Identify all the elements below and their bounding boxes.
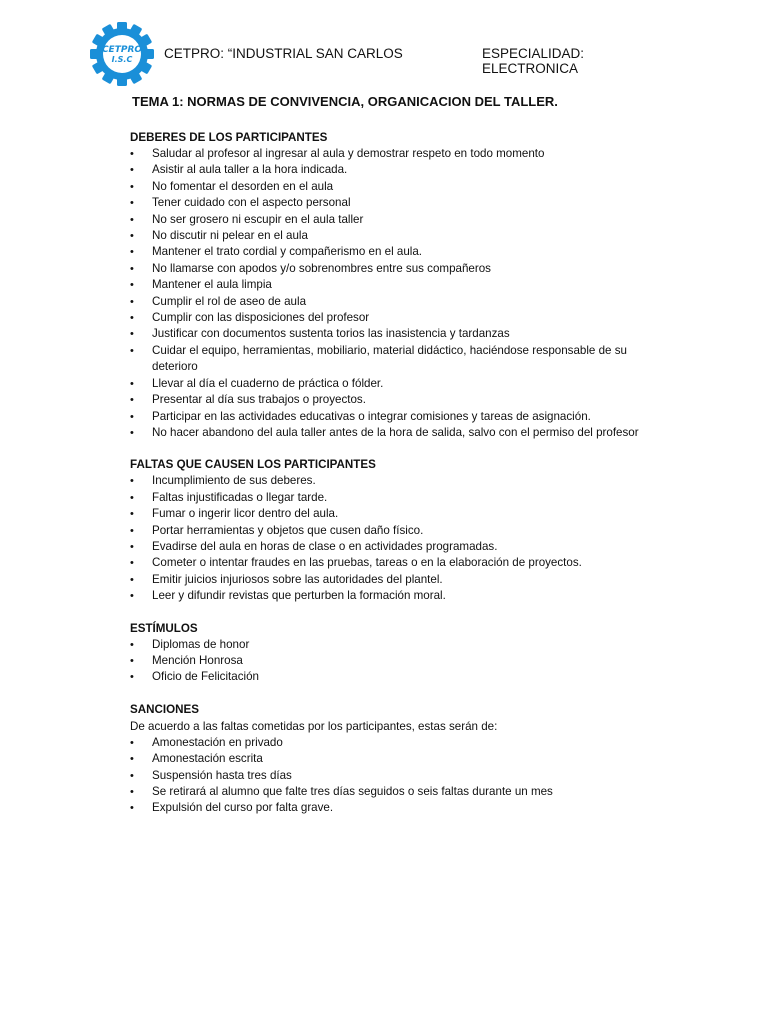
list-item-text: Diplomas de honor xyxy=(152,637,250,651)
list-item-text: Mención Honrosa xyxy=(152,653,243,667)
list-item xyxy=(130,162,670,178)
document-body xyxy=(130,129,670,817)
list-item xyxy=(130,572,670,588)
bullet-icon: • xyxy=(130,164,134,177)
list-item xyxy=(130,800,670,816)
specialty-label: ESPECIALIDAD: ELECTRONICA xyxy=(482,46,585,76)
list-item-text: Presentar al día sus trabajos o proyectos. xyxy=(152,393,366,407)
bullet-icon: • xyxy=(130,590,134,603)
section-title-deberes: DEBERES DE LOS PARTICIPANTES xyxy=(130,131,328,144)
list-item-text: Evadirse del aula en horas de clase o en actividades programadas. xyxy=(152,539,498,553)
deberes-list xyxy=(130,146,670,441)
list-item xyxy=(130,228,670,244)
bullet-icon: • xyxy=(130,180,134,193)
bullet-icon: • xyxy=(130,344,134,357)
list-item xyxy=(130,768,670,784)
list-item-text: Llevar al día el cuaderno de práctica o fólder. xyxy=(152,376,384,390)
list-item xyxy=(130,588,670,604)
list-item-text: No discutir ni pelear en el aula xyxy=(152,229,308,243)
faltas-list xyxy=(130,473,670,604)
bullet-icon: • xyxy=(130,262,134,275)
list-item-text: No llamarse con apodos y/o sobrenombres entre sus compañeros xyxy=(152,261,491,275)
list-item-text: Amonestación escrita xyxy=(152,752,263,766)
list-item-text: Saludar al profesor al ingresar al aula y demostrar respeto en todo momento xyxy=(152,147,545,160)
section-title-sanciones: SANCIONES xyxy=(130,702,199,716)
list-item-text: Mantener el aula limpia xyxy=(152,278,272,292)
list-item-text: Se retirará al alumno que falte tres días seguidos o seis faltas durante un mes xyxy=(152,785,553,798)
bullet-icon: • xyxy=(130,654,134,667)
bullet-icon: • xyxy=(130,295,134,308)
bullet-icon: • xyxy=(130,508,134,521)
list-item-text: Cometer o intentar fraudes en las pruebas, tareas o en la elaboración de proyectos. xyxy=(152,556,582,570)
list-item xyxy=(130,506,670,522)
list-item-text: Mantener el trato cordial y compañerismo en el aula. xyxy=(152,245,423,259)
deberes-section xyxy=(130,129,670,441)
list-item-text: No hacer abandono del aula taller antes de la hora de salida, salvo con el permiso del profesor xyxy=(152,425,639,439)
bullet-icon: • xyxy=(130,148,134,160)
sanciones-intro: De acuerdo a las faltas cometidas por los participantes, estas serán de: xyxy=(130,719,498,733)
list-item-text: Emitir juicios injuriosos sobre las autoridades del plantel. xyxy=(152,572,443,586)
sanciones-section xyxy=(130,701,670,817)
list-item xyxy=(130,555,670,571)
section-title-faltas: FALTAS QUE CAUSEN LOS PARTICIPANTES xyxy=(130,458,376,472)
list-item xyxy=(130,669,670,685)
list-item xyxy=(130,212,670,228)
list-item xyxy=(130,261,670,277)
list-item xyxy=(130,376,670,392)
list-item-text: Cuidar el equipo, herramientas, mobiliario, material didáctico, haciéndose responsable de su deterioro xyxy=(152,343,627,374)
bullet-icon: • xyxy=(130,769,134,782)
list-item-text: Fumar o ingerir licor dentro del aula. xyxy=(152,507,339,521)
logo-text-line2: I.S.C xyxy=(111,55,133,64)
page-title: TEMA 1: NORMAS DE CONVIVENCIA, ORGANICACION DEL TALLER. xyxy=(132,94,558,109)
bullet-icon: • xyxy=(130,426,134,439)
faltas-section xyxy=(130,456,670,604)
bullet-icon: • xyxy=(130,540,134,553)
list-item xyxy=(130,473,670,489)
list-item-text: Justificar con documentos sustenta torios las inasistencia y tardanzas xyxy=(152,327,510,341)
list-item-text: No fomentar el desorden en el aula xyxy=(152,179,334,193)
list-item-text: Cumplir el rol de aseo de aula xyxy=(152,294,307,308)
list-item xyxy=(130,310,670,326)
bullet-icon: • xyxy=(130,410,134,423)
list-item xyxy=(130,179,670,195)
list-item xyxy=(130,392,670,408)
list-item xyxy=(130,751,670,767)
bullet-icon: • xyxy=(130,328,134,341)
bullet-icon: • xyxy=(130,753,134,766)
list-item xyxy=(130,735,670,751)
bullet-icon: • xyxy=(130,524,134,537)
bullet-icon: • xyxy=(130,671,134,684)
bullet-icon: • xyxy=(130,279,134,292)
bullet-icon: • xyxy=(130,475,134,488)
estimulos-list xyxy=(130,637,670,686)
bullet-icon: • xyxy=(130,786,134,798)
list-item xyxy=(130,277,670,293)
list-item-text: Amonestación en privado xyxy=(152,735,283,749)
cetpro-logo xyxy=(90,22,154,86)
list-item xyxy=(130,784,670,800)
bullet-icon: • xyxy=(130,394,134,407)
bullet-icon: • xyxy=(130,230,134,243)
estimulos-section xyxy=(130,620,670,686)
list-item-text: Incumplimiento de sus deberes. xyxy=(152,474,316,488)
institution-name: CETPRO: “INDUSTRIAL SAN CARLOS xyxy=(164,46,403,61)
list-item-text: Asistir al aula taller a la hora indicada. xyxy=(152,163,348,177)
list-item xyxy=(130,294,670,310)
list-item-text: Faltas injustificadas o llegar tarde. xyxy=(152,490,328,504)
bullet-icon: • xyxy=(130,736,134,749)
list-item-text: Portar herramientas y objetos que cusen daño físico. xyxy=(152,523,424,537)
list-item xyxy=(130,195,670,211)
list-item xyxy=(130,523,670,539)
bullet-icon: • xyxy=(130,573,134,586)
bullet-icon: • xyxy=(130,491,134,504)
list-item xyxy=(130,343,670,376)
bullet-icon: • xyxy=(130,638,134,651)
page-header xyxy=(90,22,670,86)
list-item-text: Participar en las actividades educativas o integrar comisiones y tareas de asignación. xyxy=(152,409,591,423)
list-item xyxy=(130,146,670,162)
list-item-text: Oficio de Felicitación xyxy=(152,670,259,684)
sanciones-list xyxy=(130,735,670,817)
bullet-icon: • xyxy=(130,557,134,570)
section-title-estimulos: ESTÍMULOS xyxy=(130,621,198,635)
list-item xyxy=(130,653,670,669)
list-item-text: No ser grosero ni escupir en el aula taller xyxy=(152,212,364,226)
list-item xyxy=(130,244,670,260)
list-item xyxy=(130,425,670,441)
list-item xyxy=(130,409,670,425)
list-item xyxy=(130,326,670,342)
list-item xyxy=(130,539,670,555)
list-item-text: Cumplir con las disposiciones del profesor xyxy=(152,311,370,325)
logo-text-line1: CETPRO xyxy=(101,45,143,55)
list-item-text: Leer y difundir revistas que perturben la formación moral. xyxy=(152,589,446,603)
bullet-icon: • xyxy=(130,312,134,325)
bullet-icon: • xyxy=(130,802,134,815)
bullet-icon: • xyxy=(130,246,134,259)
list-item xyxy=(130,490,670,506)
bullet-icon: • xyxy=(130,213,134,226)
bullet-icon: • xyxy=(130,197,134,210)
bullet-icon: • xyxy=(130,377,134,390)
list-item-text: Tener cuidado con el aspecto personal xyxy=(152,196,351,210)
list-item-text: Expulsión del curso por falta grave. xyxy=(152,801,334,815)
list-item xyxy=(130,637,670,653)
list-item-text: Suspensión hasta tres días xyxy=(152,768,292,782)
